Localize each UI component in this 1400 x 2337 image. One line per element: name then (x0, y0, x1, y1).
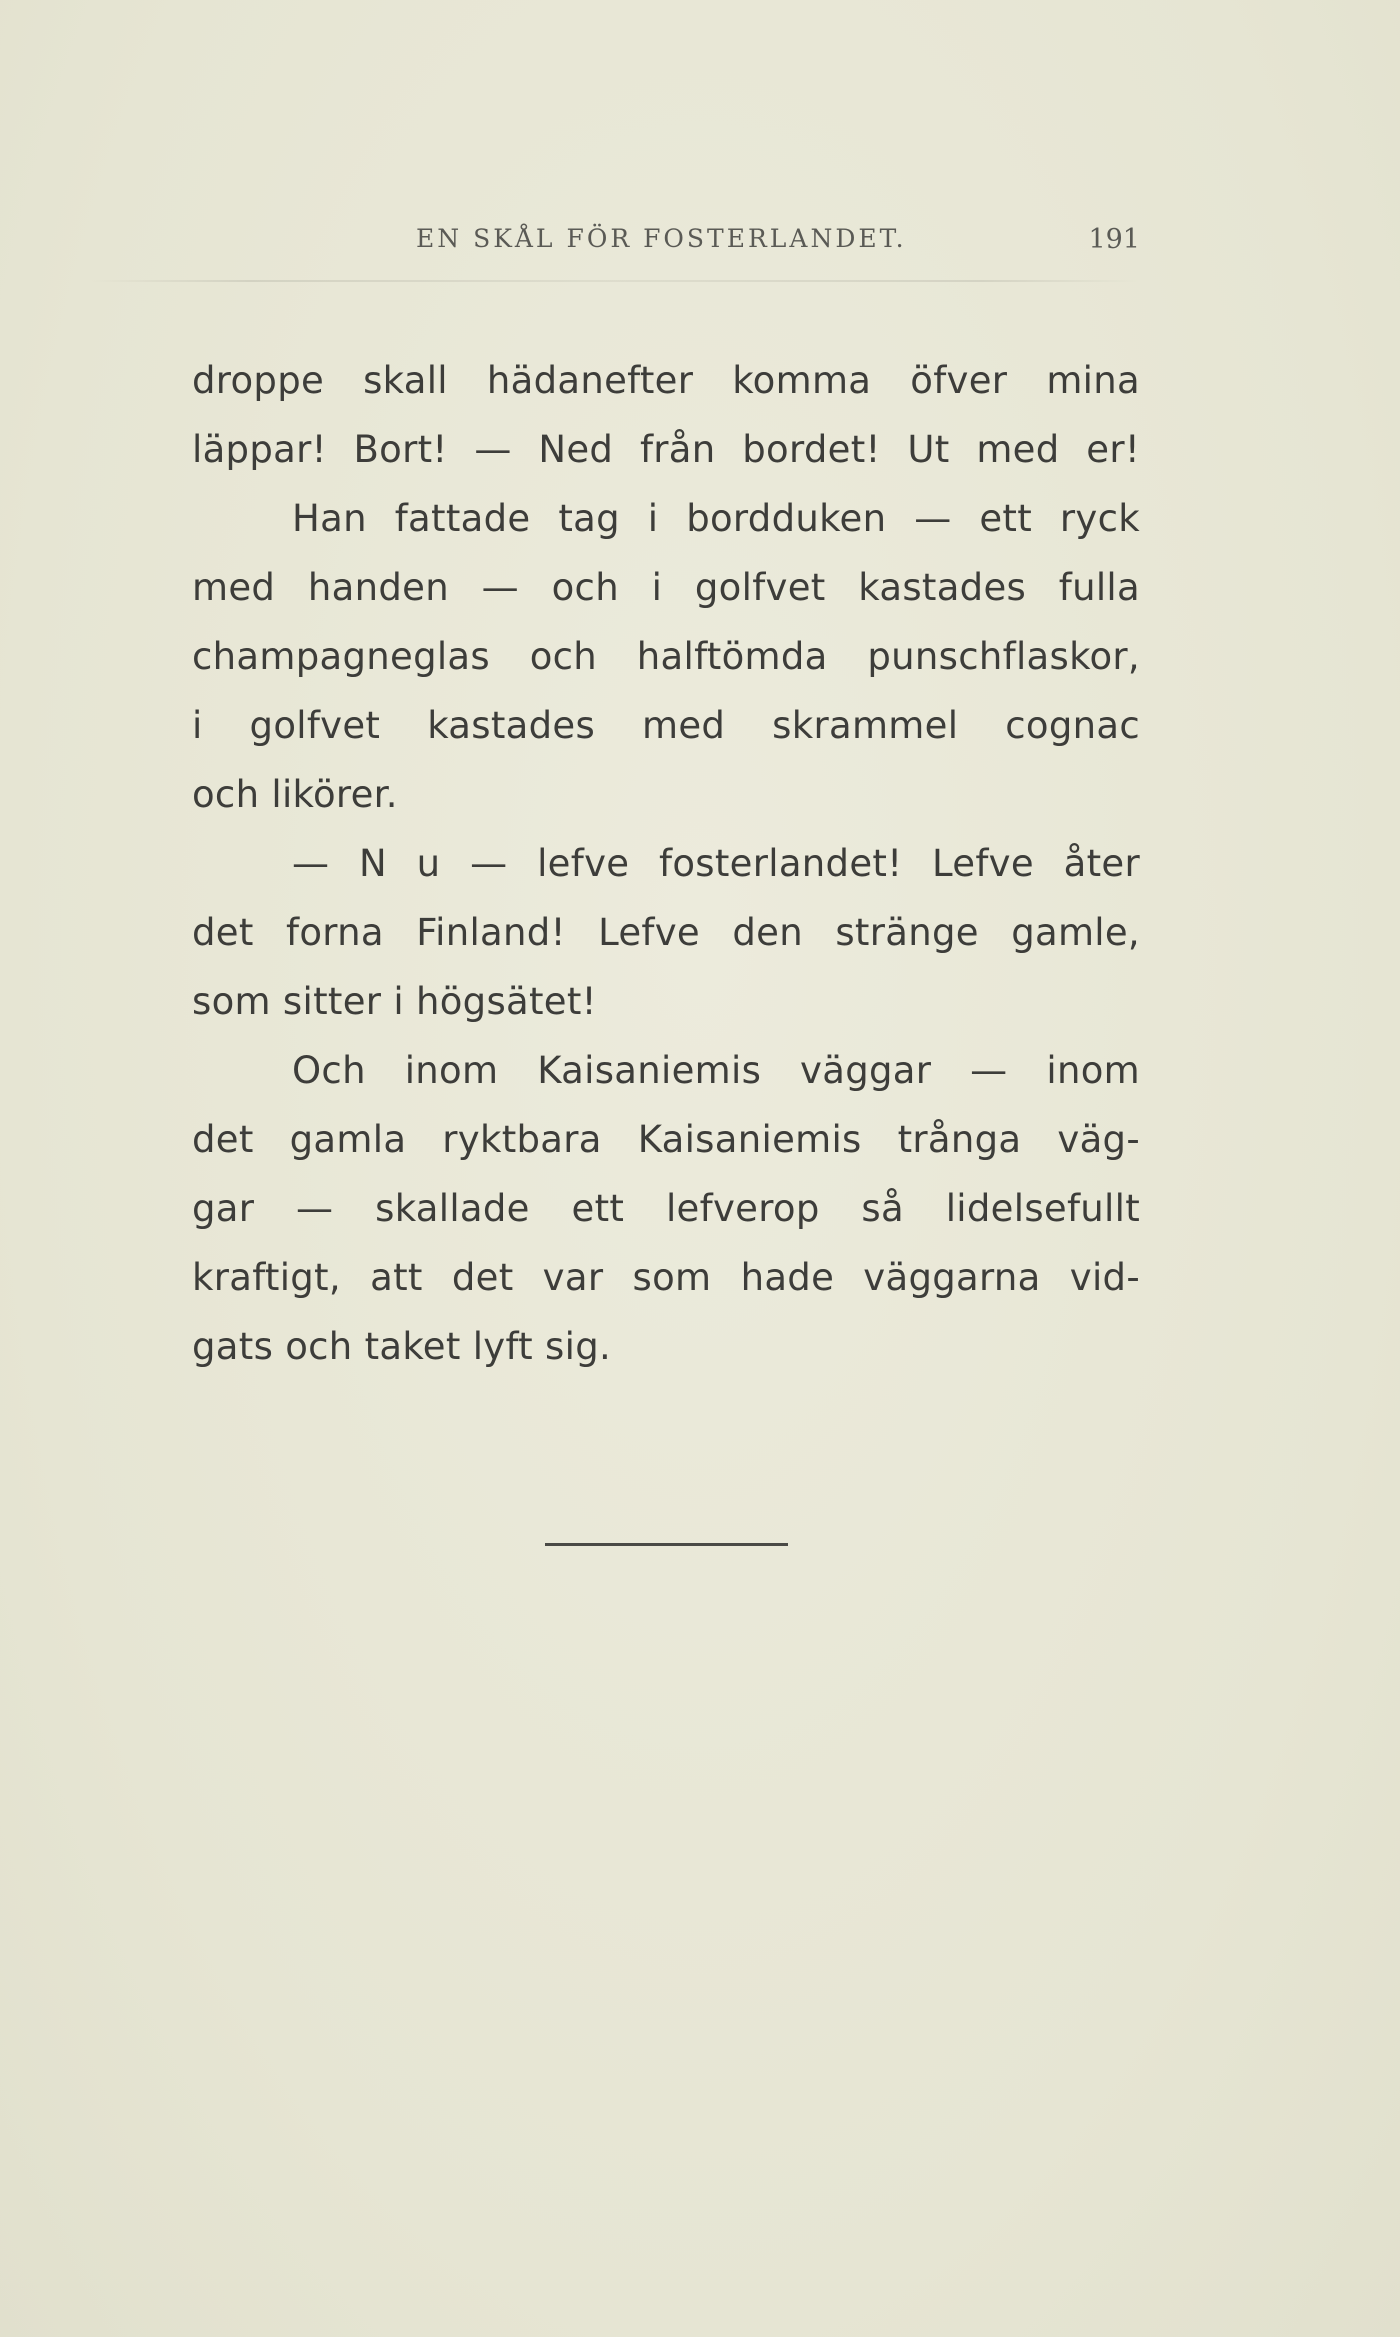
text-line: som sitter i högsätet! (192, 980, 597, 1023)
text-line: — N u — lefve fosterlandet! Lefve åter (292, 842, 1140, 885)
text-line: Han fattade tag i bordduken — ett ryck (292, 497, 1140, 540)
text-line: champagneglas och halftömda punschflaskor, (192, 635, 1140, 678)
text-line: med handen — och i golfvet kastades fulla (192, 566, 1140, 609)
text-line: det gamla ryktbara Kaisaniemis trånga väg- (192, 1118, 1140, 1161)
page-number: 191 (1088, 224, 1140, 255)
text-line: läppar! Bort! — Ned från bordet! Ut med er! (192, 428, 1140, 471)
running-title: EN SKÅL FÖR FOSTERLANDET. (416, 224, 907, 253)
text-line: kraftigt, att det var som hade väggarna vid- (192, 1256, 1140, 1299)
text-line: det forna Finland! Lefve den stränge gamle, (192, 911, 1140, 954)
body-text (192, 346, 1140, 1381)
text-line: gar — skallade ett lefverop så lidelsefullt (192, 1187, 1140, 1230)
text-line: Och inom Kaisaniemis väggar — inom (292, 1049, 1140, 1092)
header-rule (90, 280, 1140, 282)
text-line: gats och taket lyft sig. (192, 1325, 612, 1368)
text-line: och likörer. (192, 773, 398, 816)
text-line: i golfvet kastades med skrammel cognac (192, 704, 1140, 747)
section-end-rule (545, 1543, 788, 1546)
text-line: droppe skall hädanefter komma öfver mina (192, 359, 1140, 402)
running-head (190, 224, 1140, 274)
